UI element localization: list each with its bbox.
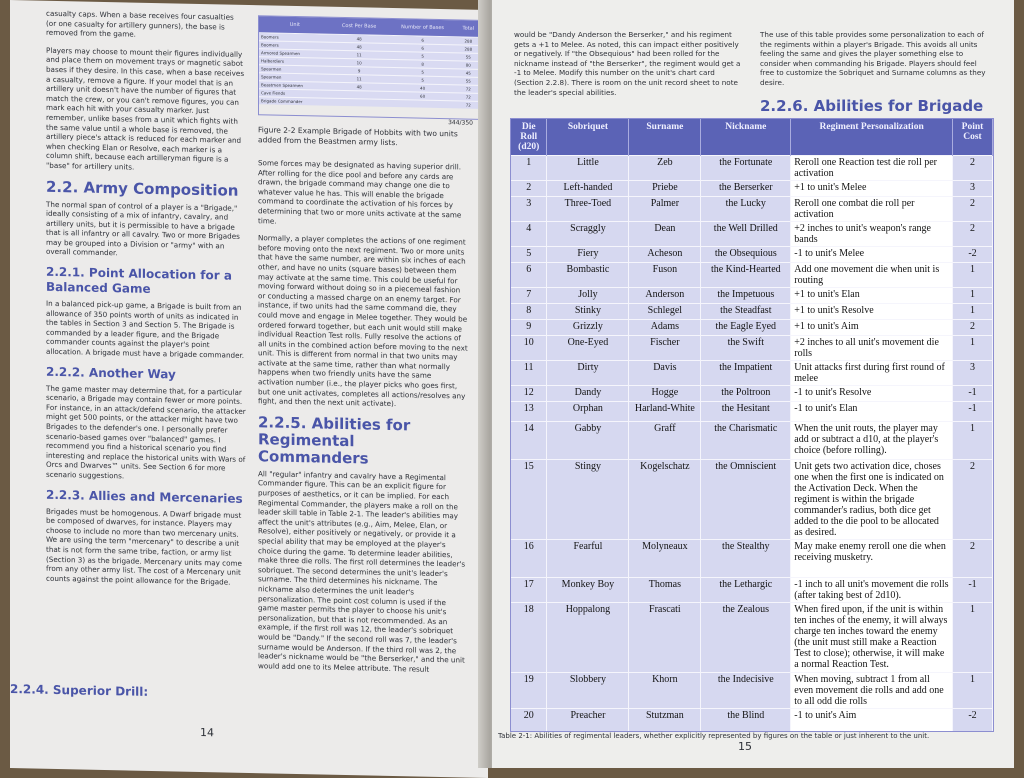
heading-point-allocation: 2.2.1. Point Allocation for a Balanced Game (46, 264, 232, 297)
table-cell: 4 (511, 222, 547, 247)
table-cell: 5 (388, 67, 458, 76)
table-cell: Acheson (629, 247, 701, 263)
paragraph: The normal span of control of a player is a "Brigade," ideally consisting of a mix of infantry, cavalry, and artillery units, but it is permissible to have a brigade that is all infantry or all cavalry. Two or more Brigades may be grouped into a Division or "army" with an overall commander. (46, 199, 240, 258)
table-cell: Fiery (547, 247, 629, 263)
paragraph: casualty caps. When a base receives four casualties (or one casualty for artillery gunners), the base is removed from the game. (46, 8, 234, 39)
table-cell: Priebe (629, 181, 701, 197)
table-cell: Stingy (547, 460, 629, 540)
table-cell: Boomers (259, 41, 331, 51)
table-cell: Gabby (547, 422, 629, 460)
table-cell: Frascati (629, 603, 701, 673)
table-cell: Thomas (629, 578, 701, 603)
table-cell: 288 (458, 37, 479, 45)
table-cell: Unit gets two activation dice, choses one when the first one is indicated on the Activation Deck. When the regiment is within the brigade commander's radius, both dice get added to the die pool to be allocated as desired. (791, 460, 953, 540)
table-cell: Stutzman (629, 709, 701, 731)
table-cell: Fuson (629, 263, 701, 288)
table-cell: 18 (511, 603, 547, 673)
table-cell: the Lethargic (701, 578, 791, 603)
table-total: 344/350 (448, 119, 473, 127)
table-cell: Spearmen (259, 65, 331, 75)
table-cell: Palmer (629, 197, 701, 222)
table-cell: 1 (953, 288, 993, 304)
table-cell: -1 (953, 386, 993, 402)
table-cell: Orphan (547, 402, 629, 422)
example-brigade-table (258, 15, 480, 127)
table-cell: -2 (953, 709, 993, 731)
table-row (511, 578, 993, 603)
table-cell: 7 (511, 288, 547, 304)
table-cell: Stinky (547, 304, 629, 320)
table-cell: 40 (388, 83, 458, 92)
table-row (511, 263, 993, 288)
table-row (511, 709, 993, 731)
paragraph: would be "Dandy Anderson the Berserker," and his regiment gets a +1 to Melee. As noted, this can impact either positively or negatively. If "the Obsequious" had been rolled for the nickname instead of "the Berserker", the regiment would get a -1 to Melee. Modify this number on the unit's chart card (Section 2.2.8). There is room on the unit record sheet to note the leader's special abilities. (514, 30, 741, 97)
table-cell: 2 (953, 460, 993, 540)
heading-another-way: 2.2.2. Another Way (46, 364, 176, 382)
table-cell: Add one movement die when unit is routing (791, 263, 953, 288)
table-cell: 9 (511, 320, 547, 336)
table-row (511, 336, 993, 361)
right-page (492, 0, 1014, 768)
figure-caption: Figure 2-2 Example Brigade of Hobbits with two units added from the Beastmen army lists. (258, 125, 458, 147)
table-cell: Preacher (547, 709, 629, 731)
table-cell: -1 inch to all unit's movement die rolls (after taking best of 2d10). (791, 578, 953, 603)
table-row (511, 197, 993, 222)
table-cell: Dirty (547, 361, 629, 386)
table-header: Die Roll (d20) (511, 119, 547, 156)
table-row (511, 386, 993, 402)
table-cell: 48 (331, 82, 388, 91)
table-cell: Boomers (259, 33, 331, 43)
page-number: 14 (200, 725, 214, 740)
paragraph: Normally, a player completes the actions of one regiment before moving onto the next regiment. Two or more units that have the same number, are within six inches of each other, and have no units (square bases) between them may activate at the same time. This could be useful for moving forward without doing so in a piecemeal fashion or conducting a massed charge on an enemy target. For instance, if two units had the same command die, they could move and engage in Melee together. They would be ordered forward together, but each unit would still make individual Reaction Test rolls. Fully resolve the actions of all units in the combined action before moving to the next unit. This is different from normal in that two units may activate at the same time, rather than what normally happens when two friendly units have the same activation number (i.e., the player picks who goes first, but one unit activates, completes all actions/resolves any fight, and then the next unit activate). (258, 233, 468, 409)
table-cell: Beastmen Spearmen (259, 81, 331, 91)
table-cell: 80 (458, 61, 479, 69)
table-cell: 3 (511, 197, 547, 222)
table-cell: Kogelschatz (629, 460, 701, 540)
table-cell: Dean (629, 222, 701, 247)
table-cell: +1 to unit's Elan (791, 288, 953, 304)
table-cell: the Charismatic (701, 422, 791, 460)
right-page-column-1 (514, 30, 746, 105)
table-cell: 72 (458, 85, 479, 93)
table-cell: Molyneaux (629, 540, 701, 578)
table-cell: -1 (953, 402, 993, 422)
table-cell: +2 inches to unit's weapon's range bands (791, 222, 953, 247)
paragraph: Brigades must be homogenous. A Dwarf brigade must be composed of dwarves, for instance. Players may choose to include no more than two mercenary units. We are using the term "mercenary" to describe a unit that is not form the same tribe, faction, or army list (Section 3) as the brigade. Mercenary units may come from any other army list. The cost of a Mercenary unit counts against the point allowance for the Brigade. (46, 506, 242, 587)
table-cell: Zeb (629, 156, 701, 181)
table-header: Sobriquet (547, 119, 629, 156)
table-cell: the Lucky (701, 197, 791, 222)
table-cell: 20 (511, 709, 547, 731)
table-cell: Dandy (547, 386, 629, 402)
table-cell: 12 (511, 386, 547, 402)
table-cell: the Omniscient (701, 460, 791, 540)
table-cell: -1 to unit's Aim (791, 709, 953, 731)
left-page (10, 0, 488, 778)
table-row (511, 361, 993, 386)
table-cell: 2 (953, 156, 993, 181)
table-cell: Fischer (629, 336, 701, 361)
table-cell: -1 (953, 578, 993, 603)
table-cell: Three-Toed (547, 197, 629, 222)
table-header: Unit (259, 16, 331, 34)
table-cell: Hoppalong (547, 603, 629, 673)
table-cell: 15 (511, 460, 547, 540)
table-cell: Harland-White (629, 402, 701, 422)
table-cell: the Eagle Eyed (701, 320, 791, 336)
table-cell: 19 (511, 673, 547, 709)
table-cell: May make enemy reroll one die when receiving musketry. (791, 540, 953, 578)
table-cell: the Impatient (701, 361, 791, 386)
table-cell: 5 (511, 247, 547, 263)
table-cell: the Blind (701, 709, 791, 731)
table-cell: the Kind-Hearted (701, 263, 791, 288)
table-cell: 1 (953, 673, 993, 709)
table-cell: One-Eyed (547, 336, 629, 361)
table-cell: 10 (331, 58, 388, 67)
table-cell: 6 (511, 263, 547, 288)
paragraph: Some forces may be designated as having superior drill. After rolling for the dice pool and before any cards are drawn, the brigade command may change one die to whatever value he has. This will enable the brigade command to coordinate the activation of his forces by determining that two or more units activate at the same time. (258, 158, 462, 226)
table-cell: 9 (331, 66, 388, 75)
table-cell: 55 (458, 53, 479, 61)
table-row (511, 156, 993, 181)
table-cell: -1 to unit's Melee (791, 247, 953, 263)
table-header: Total (458, 20, 479, 37)
table-cell: the Well Drilled (701, 222, 791, 247)
table-cell: 55 (458, 77, 479, 85)
table-cell: 2 (953, 197, 993, 222)
table-cell: Little (547, 156, 629, 181)
table-cell: 1 (953, 304, 993, 320)
table-row (511, 247, 993, 263)
table-cell: 11 (511, 361, 547, 386)
table-cell: Halberdiers (259, 57, 331, 67)
table-cell: the Berserker (701, 181, 791, 197)
table-row (511, 222, 993, 247)
table-cell: 1 (953, 603, 993, 673)
table-cell: 1 (953, 263, 993, 288)
table-row (511, 181, 993, 197)
table-row (511, 540, 993, 578)
table-header: Number of Bases (388, 19, 458, 37)
table-cell: Reroll one combat die roll per activation (791, 197, 953, 222)
table-cell: 3 (953, 181, 993, 197)
table-cell: 72 (458, 101, 479, 109)
table-cell (388, 99, 458, 108)
table-row (511, 304, 993, 320)
left-page-column-1 (46, 9, 246, 596)
table-cell: 3 (953, 361, 993, 386)
table-cell (331, 98, 388, 107)
page-number: 15 (738, 740, 752, 753)
table-cell: +1 to unit's Resolve (791, 304, 953, 320)
table-cell: -1 to unit's Resolve (791, 386, 953, 402)
table-cell: Armored Spearmen (259, 49, 331, 59)
table-cell: Hogge (629, 386, 701, 402)
table-header: Point Cost (953, 119, 993, 156)
paragraph: In a balanced pick-up game, a Brigade is built from an allowance of 350 points worth of units as indicated in the tables in Section 3 and Section 5. The Brigade is commanded by a leader figure, and the Brigade commander counts against the player's point allocation. A brigade must have a brigade commander. (46, 298, 245, 360)
table-cell: the Stealthy (701, 540, 791, 578)
table-cell: +1 to unit's Aim (791, 320, 953, 336)
table-cell: 6 (388, 35, 458, 44)
table-cell: the Swift (701, 336, 791, 361)
table-cell: Schlegel (629, 304, 701, 320)
table-cell: 48 (331, 34, 388, 43)
table-cell: Spearmen (259, 73, 331, 83)
table-row (511, 422, 993, 460)
table-cell: the Fortunate (701, 156, 791, 181)
table-cell: 10 (511, 336, 547, 361)
table-cell: 1 (511, 156, 547, 181)
table-cell: 13 (511, 402, 547, 422)
table-cell: 5 (388, 51, 458, 60)
table-header: Regiment Personalization (791, 119, 953, 156)
table-cell: 2 (953, 540, 993, 578)
table-cell: the Indecisive (701, 673, 791, 709)
table-cell: Graff (629, 422, 701, 460)
right-page-column-2 (760, 30, 992, 96)
left-page-column-2 (258, 125, 468, 683)
heading-army-composition: 2.2. Army Composition (46, 177, 239, 200)
table-header: Nickname (701, 119, 791, 156)
table-cell: -2 (953, 247, 993, 263)
table-header: Cost Per Base (331, 18, 388, 36)
table-row (511, 402, 993, 422)
table-cell: 2 (511, 181, 547, 197)
table-cell: 11 (331, 50, 388, 59)
heading-superior-drill: 2.2.4. Superior Drill: (10, 682, 149, 699)
table-row (511, 603, 993, 673)
table-cell: 16 (511, 540, 547, 578)
paragraph: The game master may determine that, for a particular scenario, a Brigade may contain fewer or more points. For instance, in an attack/defend scenario, the attacker might get 500 points, or the attacker might have two Brigades to the defender's one. I personally prefer scenario-based games over "balanced" games. I recommend you find a historical scenario you find interesting and replace the historical units with Wars of Orcs and Dwarves™ units. See Section 6 for more scenario suggestions. (46, 383, 246, 481)
table-cell: Scraggly (547, 222, 629, 247)
table-row (511, 288, 993, 304)
table-caption: Table 2-1: Abilities of regimental leaders, whether explicitly represented by figures on the table or just inherent to the unit. (498, 732, 930, 740)
table-cell: Reroll one Reaction test die roll per activation (791, 156, 953, 181)
table-cell: 11 (331, 74, 388, 83)
table-cell: 60 (388, 91, 458, 100)
paragraph: Players may choose to mount their figures individually and place them on movement trays or magnetic sabot bases if they desire. In this case, when a base receives a casualty, remove a figure. If your model that is an artillery unit doesn't have the number of figures that match the crew, or you can't remove figures, you can mark each hit with your casualty marker. Just remember, unlike bases from a unit which fights with the same value until a whole base is removed, the artillery piece's attack is reduced for each marker and when checking Elan or Resolve, each marker is a column shift, because each artilleryman figure is a "base" for artillery units. (46, 45, 245, 172)
table-cell: 48 (331, 42, 388, 51)
table-cell: Khorn (629, 673, 701, 709)
table-cell: the Poltroon (701, 386, 791, 402)
table-cell: 2 (953, 320, 993, 336)
table-cell: 5 (388, 75, 458, 84)
table-cell: When the unit routs, the player may add or subtract a d10, at the player's choice (before rolling). (791, 422, 953, 460)
table-cell: Fearful (547, 540, 629, 578)
table-cell: Anderson (629, 288, 701, 304)
table-cell: 72 (458, 93, 479, 101)
table-cell: Jolly (547, 288, 629, 304)
table-row (511, 673, 993, 709)
table-cell: Brigade Commander (259, 97, 331, 106)
table-cell: 45 (458, 69, 479, 77)
table-cell: the Hesitant (701, 402, 791, 422)
table-cell: the Steadfast (701, 304, 791, 320)
leader-abilities-table (510, 118, 994, 732)
table-cell: When fired upon, if the unit is within ten inches of the enemy, it will always charge ten inches toward the enemy (the unit must still make a Reaction Test to close); otherwise, it will make a normal Reaction Test. (791, 603, 953, 673)
table-cell: When moving, subtract 1 from all even movement die rolls and add one to all odd die rolls (791, 673, 953, 709)
table-cell: 8 (511, 304, 547, 320)
table-cell: +1 to unit's Melee (791, 181, 953, 197)
table-cell: Left-handed (547, 181, 629, 197)
table-cell: Slobbery (547, 673, 629, 709)
table-cell: 17 (511, 578, 547, 603)
table-cell: 14 (511, 422, 547, 460)
paragraph: The use of this table provides some personalization to each of the regiments within a player's Brigade. This avoids all units feeling the same and gives the player something else to consider when commanding his Brigade. Players should feel free to customize the Sobriquet and Surname columns as they desire. (760, 30, 986, 87)
table-cell: Monkey Boy (547, 578, 629, 603)
table-cell: 6 (388, 43, 458, 52)
heading-allies-mercenaries: 2.2.3. Allies and Mercenaries (46, 487, 243, 506)
table-cell: Cave Fiends (259, 89, 331, 99)
table-cell: Grizzly (547, 320, 629, 336)
table-cell: 1 (953, 336, 993, 361)
table-cell: Davis (629, 361, 701, 386)
heading-regimental-commanders: 2.2.5. Abilities for Regimental Commanders (258, 413, 411, 468)
table-cell: 2 (953, 222, 993, 247)
paragraph: All "regular" infantry and cavalry have a Regimental Commander figure. This can be an explicit figure for purposes of aesthetics, or it can be implied. For each Regimental Commander, the players make a roll on the leader skill table in Table 2-1. The leader's abilities may affect the unit's attributes (e.g., Aim, Melee, Elan, or Resolve), either positively or negatively, or provide it a special ability that may be employed at the player's choice during the game. To determine leader abilities, make three die rolls. The first roll determines the leader's sobriquet. The second determines the unit's leader's surname. The third determines his nickname. The nickname also determines the unit leader's personalization. The point cost column is used if the game master permits the player to choose his unit's personalization, but that is not recommended. As an example, if the first roll was 12, the leader's sobriquet would be "Dandy." If the second roll was 7, the leader's surname would be Anderson. If the third roll was 2, the leader's nickname would be "the Berserker," and the unit would add one to its Melee attribute. The result (258, 469, 466, 674)
table-row (511, 460, 993, 540)
table-cell: 8 (388, 59, 458, 68)
table-cell: the Obsequious (701, 247, 791, 263)
table-cell: 288 (458, 45, 479, 53)
table-cell: +2 inches to all unit's movement die rolls (791, 336, 953, 361)
table-row (511, 320, 993, 336)
table-cell: -1 to unit's Elan (791, 402, 953, 422)
table-cell: the Zealous (701, 603, 791, 673)
heading-abilities-brigade: 2.2.6. Abilities for Brigade (760, 97, 984, 115)
table-header: Surname (629, 119, 701, 156)
table-cell: Adams (629, 320, 701, 336)
table-cell: Bombastic (547, 263, 629, 288)
table-cell: the Impetuous (701, 288, 791, 304)
table-cell: 1 (953, 422, 993, 460)
table-cell: Unit attacks first during first round of melee (791, 361, 953, 386)
